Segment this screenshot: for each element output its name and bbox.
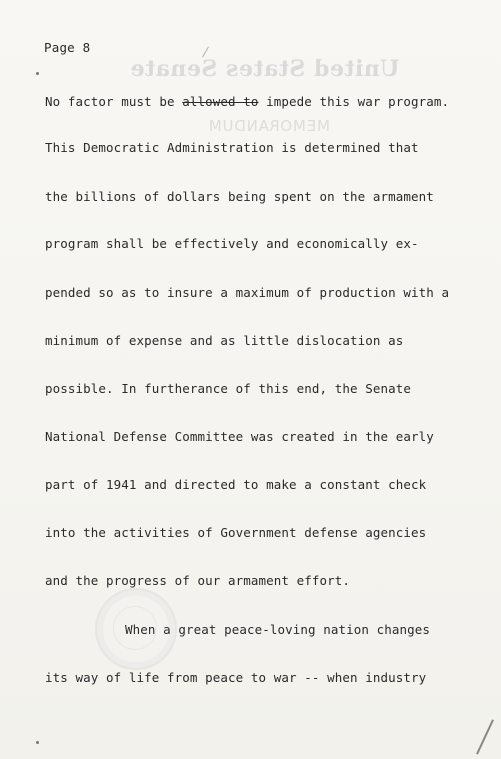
- letterhead-title-mirrored: United States Senate: [130, 56, 400, 82]
- body-line-12: When a great peace-loving nation changes: [125, 622, 431, 637]
- body-line-8: National Defense Committee was created in the early: [45, 429, 434, 444]
- margin-dot: [36, 741, 39, 744]
- body-line-1: [45, 94, 449, 109]
- margin-dot-top: [36, 72, 39, 75]
- struck-text: allowed to: [182, 94, 259, 109]
- body-line-13: its way of life from peace to war -- when industry: [45, 670, 427, 685]
- body-line-3: the billions of dollars being spent on the armament: [45, 189, 434, 204]
- page-number: Page 8: [44, 40, 91, 55]
- letterhead-memorandum-mirrored: MEMORANDUM: [208, 117, 330, 135]
- body-line-2: This Democratic Administration is determined that: [45, 140, 419, 155]
- line1-end: impede this war program.: [258, 94, 450, 109]
- line1-start: No factor must be: [45, 94, 183, 109]
- body-line-11: and the progress of our armament effort.: [45, 573, 351, 588]
- body-line-4: program shall be effectively and economically ex-: [45, 236, 419, 251]
- body-line-10: into the activities of Government defense agencies: [45, 525, 427, 540]
- body-line-6: minimum of expense and as little dislocation as: [45, 333, 404, 348]
- body-line-7: possible. In furtherance of this end, the Senate: [45, 381, 412, 396]
- corner-pen-mark: [476, 719, 494, 754]
- body-line-9: part of 1941 and directed to make a constant check: [45, 477, 427, 492]
- body-line-5: pended so as to insure a maximum of production with a: [45, 285, 450, 300]
